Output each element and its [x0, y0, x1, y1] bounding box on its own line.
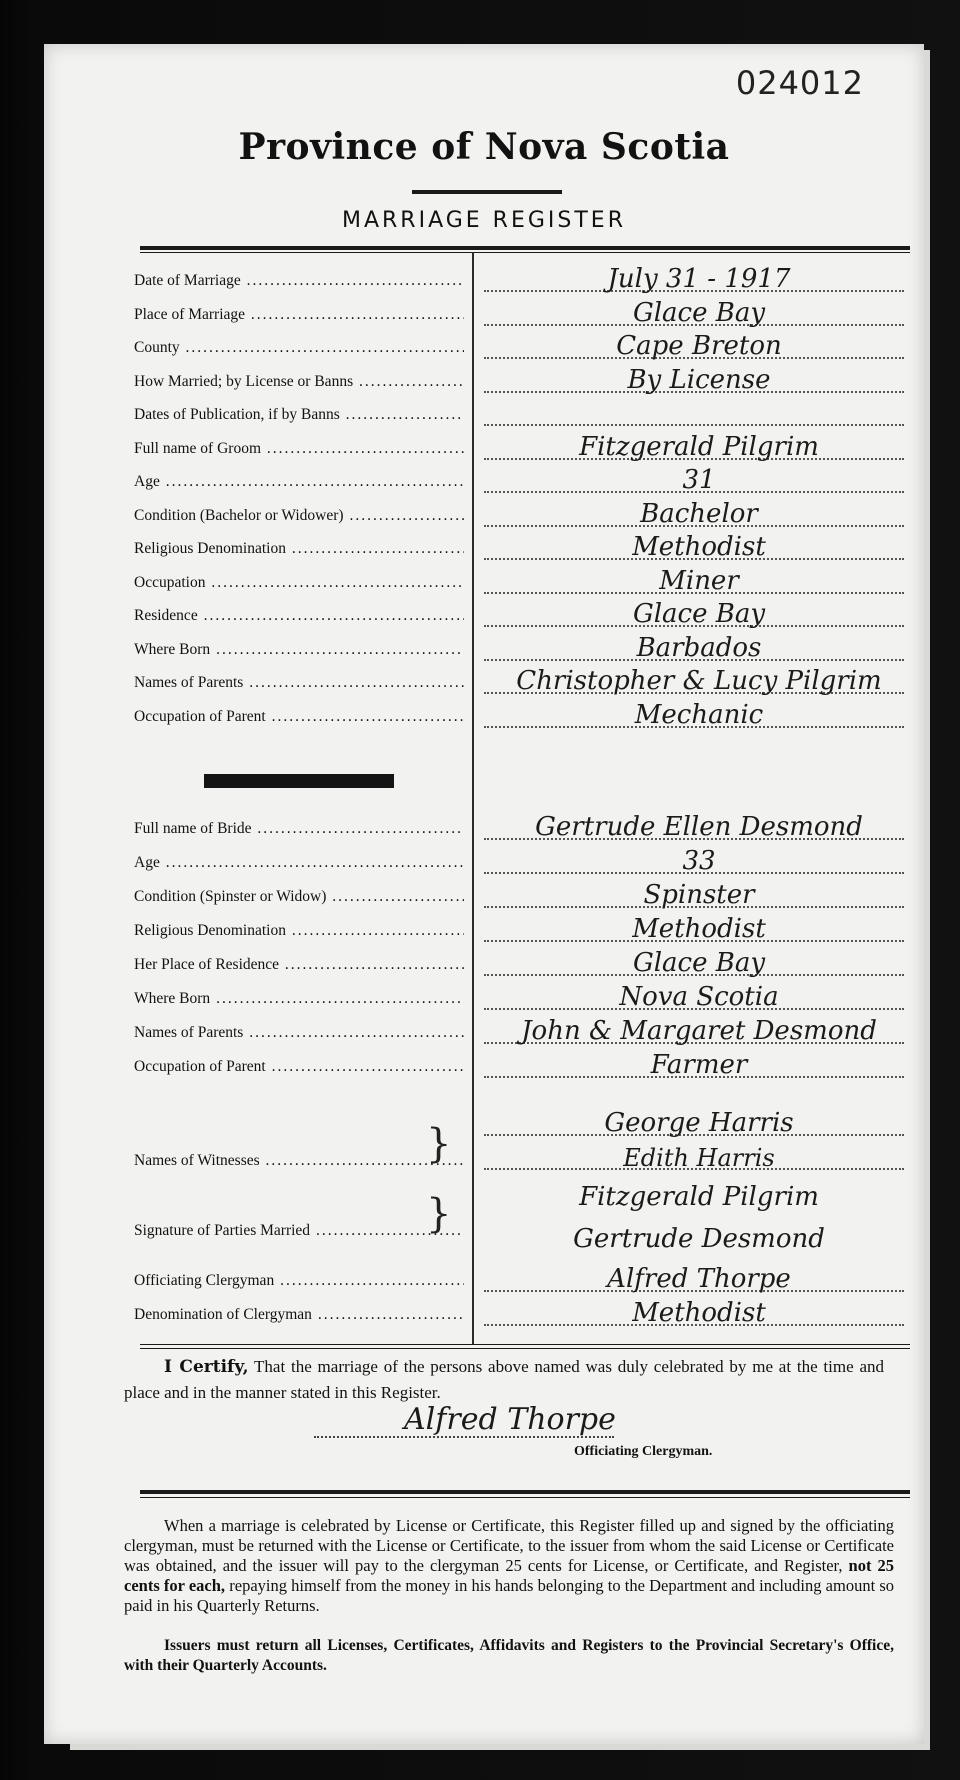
field-value: July 31 - 1917	[607, 264, 791, 294]
notice-pre: When a marriage is celebrated by License or Certificate, this Register filled up and signed by the officiating clergyman, must be returned with the License or Certificate, to the issuer from whom the said License or Certificate was obtained, and the issuer will pay to the clergyman 25 cents for License, or Certificate, and Register,	[124, 1516, 894, 1575]
field-label: Occupation .....	[134, 574, 464, 592]
register-row	[44, 699, 924, 734]
issuer-notice: Issuers must return all Licenses, Certificates, Affidavits and Registers to the Provincial Secretary's Office, with their Quarterly Accounts.	[124, 1637, 894, 1674]
field-value: 31	[682, 465, 716, 495]
register-row	[44, 266, 924, 298]
field-label: Her Place of Residence .....	[134, 956, 464, 974]
register-row	[44, 333, 924, 365]
witnesses-brace: }	[426, 1121, 452, 1167]
header-rule-thin	[140, 252, 910, 253]
register-row	[44, 1266, 924, 1298]
register-row	[44, 916, 924, 948]
register-row	[44, 668, 924, 700]
field-label: Date of Marriage .....	[134, 272, 464, 290]
field-label: Full name of Bride .....	[134, 820, 464, 838]
witnesses-row	[44, 1108, 924, 1172]
return-notice	[124, 1516, 894, 1616]
notice-rule-thin	[140, 1497, 910, 1498]
signature-caption: Officiating Clergyman.	[574, 1444, 713, 1459]
register-row	[44, 400, 924, 432]
field-value: Cape Breton	[616, 331, 782, 361]
register-row	[44, 534, 924, 566]
signature-bride: Gertrude Desmond	[573, 1224, 825, 1254]
value-line	[484, 424, 904, 426]
page-subtitle: MARRIAGE REGISTER	[341, 208, 626, 233]
field-label: Where Born .....	[134, 641, 464, 659]
field-label: Age .....	[134, 473, 464, 491]
field-label: Condition (Spinster or Widow) .....	[134, 888, 464, 906]
register-row	[44, 297, 924, 332]
field-value: 33	[682, 846, 716, 876]
signature-line	[314, 1436, 614, 1438]
register-row	[44, 431, 924, 466]
certify-lead: I Certify,	[164, 1357, 249, 1377]
signatures-row	[44, 1182, 924, 1254]
field-label: Where Born .....	[134, 990, 464, 1008]
field-label: Full name of Groom .....	[134, 440, 464, 458]
field-label: Religious Denomination .....	[134, 922, 464, 940]
notice-post: repaying himself from the money in his hands belonging to the Department and including amount so paid in his Quarterly Returns.	[124, 1576, 895, 1615]
document-number: 024012	[735, 64, 864, 102]
field-value: Glace Bay	[632, 948, 766, 978]
witness-1-value: George Harris	[604, 1108, 794, 1138]
field-label: Dates of Publication, if by Banns .....	[134, 406, 464, 424]
field-value: Glace Bay	[632, 297, 766, 328]
field-label: Names of Parents .....	[134, 674, 464, 692]
field-label: Occupation of Parent .....	[134, 1058, 464, 1076]
field-label: Denomination of Clergyman .....	[134, 1306, 464, 1324]
witness-2-value: Edith Harris	[623, 1144, 775, 1172]
signature-groom: Fitzgerald Pilgrim	[579, 1182, 819, 1212]
certify-body: That the marriage of the persons above named was duly celebrated by me at the time and place and in the manner stated in this Register.	[124, 1357, 884, 1402]
field-value: Nova Scotia	[619, 982, 779, 1012]
field-value: Fitzgerald Pilgrim	[579, 431, 819, 462]
field-label: County .....	[134, 339, 464, 357]
register-row	[44, 1052, 924, 1084]
register-row	[44, 601, 924, 633]
register-row	[44, 984, 924, 1016]
register-row	[44, 882, 924, 914]
field-value: Miner	[659, 565, 739, 596]
field-value: Christopher & Lucy Pilgrim	[516, 666, 882, 696]
field-label: Place of Marriage .....	[134, 306, 464, 324]
field-value: Farmer	[650, 1050, 748, 1080]
field-label: Officiating Clergyman .....	[134, 1272, 464, 1290]
field-value: Spinster	[643, 880, 755, 910]
signatures-label: Signature of Parties Married .....	[134, 1222, 464, 1240]
field-value: Methodist	[632, 914, 766, 944]
register-row	[44, 814, 924, 846]
register-row	[44, 1300, 924, 1332]
register-row	[44, 950, 924, 982]
field-label: Condition (Bachelor or Widower) .....	[134, 507, 464, 525]
section-separator	[204, 774, 394, 788]
register-row	[44, 467, 924, 499]
register-row	[44, 1018, 924, 1050]
field-value: Gertrude Ellen Desmond	[535, 812, 863, 842]
register-page	[44, 44, 924, 1744]
field-value: Alfred Thorpe	[607, 1264, 791, 1294]
field-value: Bachelor	[640, 498, 758, 529]
register-row	[44, 498, 924, 533]
field-label: How Married; by License or Banns .....	[134, 373, 464, 391]
register-row	[44, 848, 924, 880]
field-label: Names of Parents .....	[134, 1024, 464, 1042]
register-row	[44, 364, 924, 399]
page-title: Province of Nova Scotia	[238, 126, 730, 168]
signatures-brace: }	[426, 1191, 452, 1237]
field-value: Methodist	[632, 1298, 766, 1328]
field-value: Glace Bay	[632, 599, 766, 629]
field-value: Barbados	[636, 632, 762, 663]
witnesses-label: Names of Witnesses .....	[134, 1152, 464, 1170]
field-label: Residence .....	[134, 607, 464, 625]
title-rule	[412, 190, 562, 194]
field-value: Mechanic	[634, 699, 764, 730]
field-label: Age .....	[134, 854, 464, 872]
field-value: By License	[627, 364, 771, 395]
certify-rule-2	[140, 1348, 910, 1349]
field-value: Methodist	[632, 532, 766, 562]
register-row	[44, 632, 924, 667]
notice-rule	[140, 1490, 910, 1494]
field-label: Occupation of Parent .....	[134, 708, 464, 726]
register-row	[44, 565, 924, 600]
field-value: John & Margaret Desmond	[521, 1016, 877, 1046]
certification-text	[124, 1354, 884, 1406]
notice-bold: not 25 cents for each,	[124, 1556, 894, 1595]
field-label: Religious Denomination .....	[134, 540, 464, 558]
header-rule	[140, 246, 910, 250]
certify-rule	[140, 1344, 910, 1345]
clergyman-signature: Alfred Thorpe	[404, 1402, 616, 1437]
